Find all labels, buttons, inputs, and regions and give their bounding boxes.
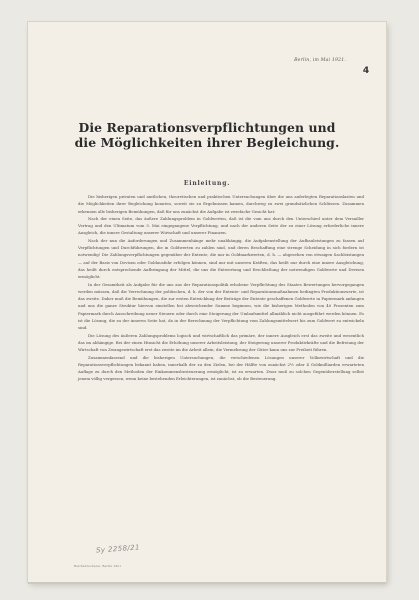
document-title (48, 120, 366, 150)
folio-number: 4 (362, 66, 370, 76)
title-line-2: die Möglichkeiten ihrer Begleichung. (74, 135, 340, 150)
paragraph: Zusammenfassend und die bisherigen Untersuchungen, die verschiedenen Lösungen unserer Volkswirtschaft und die Reparationsverpflichtungen bekannt haben, innerhalb der zu den Zielen, bei der Hälfte von zunächst 2½ oder 4 Goldmilliarden erwarteten Auflage zu durch den Methoden der Einkommensbesteuerung ermöglicht, ist zu erwarten. Zwar muß zu solchen Gegenüberstellung selbst jenem völlig vergessen, wenn keine bestehenden Erleichterungen, ist zunächst, ob die Besteuerung. (78, 354, 364, 382)
document-sheet (28, 22, 386, 582)
body-text (78, 193, 364, 383)
archive-pencil-mark: Sy 2258/21 (95, 543, 141, 555)
title-line-1: Die Reparationsverpflichtungen und (78, 120, 336, 135)
paragraph: Die bisherigen privaten und amtlichen, theoretischen und praktischen Untersuchungen über die uns auferlegten Reparationslasten und die Möglichkeiten ihrer Begleichung konnten, soweit sie zu Ergebnissen kamen, durchweg zu zwei grundsätzlichen Schlüssen. Zusammen erkennen alle bisherigen Bemühungen, daß für uns zunächst die Aufgabe ist zwiefache Gesicht hat: (78, 194, 364, 214)
paragraph: Nach der einen Seite, das äußere Zahlungsproblem in Goldwerten, daß ist die vom uns durch den Unterschied unter dem Versailler Vertrag und den Ultimatum vom 5. Mai eingegangene Verpflichtung, und nach der anderen Seite der zu einer Lösung erforderliche innere Ausgleich, die innere Gestaltung unserer Wirtschaft und unserer Finanzen. (78, 215, 364, 236)
paragraph: In der Gesamtheit als Aufgabe für die uns aus der Reparationspolitik erhobene Verpflichtung des Staates Bewertungen hervorgegangen werden müssen, daß die Verrechnung der politischen, d. h. der von der Entente- und Reparationsmaßnahmen bedingten Produktionswerte, ist das zweite. Daher muß die Bemühungen, die zur ersten Entwicklung der Beiträge der Entente geschaffenen Goldwerte in Papiermark anfangen und uns die ganze Struktur hiervon einstellen bei abweichender Summe beginnen, wie die bisherigen Methoden von 40 Prozenten zum Papiermark durch Ausschreibung neuer Steuern oder durch eine Steigerung der Umlaufsmittel allmählich nicht ausgeführt werden können. Es ist die Lösung, die zu der inneren Seite hat, da in der Berechnung der Verpflichtung vom Zahlungsmittelwert bis zum Goldwert zu entwickeln sind. (78, 281, 364, 331)
paragraph: Die Lösung des äußeren Zahlungsproblems logisch und wirtschaftlich das primäre, der innere Ausgleich erst das zweite und wesentlich das im abhängige. Bei der einen Hinsicht die Erhöhung unserer Arbeitsleistung, der Steigerung unserer Produktivkräfte und die Befreiung der Wirtschaft von Zwangswirtschaft erst das zweite im die Arbeit allein, die Vermehrung der Güter kann uns zur Freiheit führen. (78, 332, 364, 353)
printer-imprint: Reichsdruckerei, Berlin 1921 (74, 564, 122, 568)
paragraph: Nach der nun die Anforderungen und Zusammenhänge mehr unabhängig, die Aufgabenstellung der Aufbauleistungen zu fassen auf Verpflichtungen und Durchführungen, die in Goldwerten zu zahlen sind, und deren Beschaffung eine strenge Scheidung in sich fordern ist notwendig! Die Zahlungsverpflichtungen gegenüber der Entente, die nur in Goldmarkwerten, d. h. — abgesehen von etwaigen Sachleistungen — auf der Basis von Devisen oder Goldausfuhr erfolgen können, sind nur mit unseren Kräften, das heißt nur durch eine innere Ausgleichung, das heißt durch entsprechende Aufbringung der Mittel, die uns die Entwertung und Erschließung der notwendigen Goldwerte und Devisen ermöglicht. (78, 237, 364, 280)
page-edge (28, 582, 386, 584)
section-heading: Einleitung. (183, 180, 231, 187)
dateline: Berlin, im Mai 1921. (294, 58, 346, 63)
